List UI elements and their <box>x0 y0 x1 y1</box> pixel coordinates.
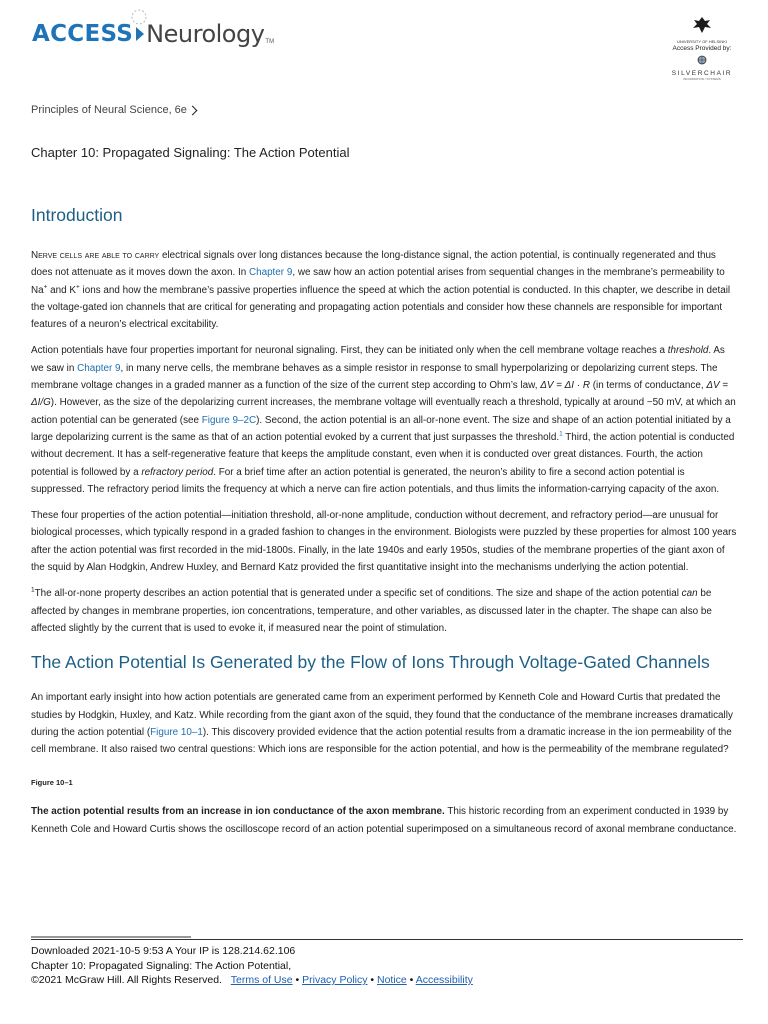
privacy-policy-link[interactable]: Privacy Policy <box>302 974 368 986</box>
equation-conductance: ΔV = ΔI/G <box>31 380 729 409</box>
notice-link[interactable]: Notice <box>376 974 407 986</box>
action-potential-paragraph-1: An important early insight into how action potentials are generated came from an experiment performed by Kenneth Cole and Howard Curtis that predated the studies by Hodgkin, Huxley, and Katz. While recording from the giant axon of the squid, they found that the conductance of the membrane increases dramatically during the action potential (Figure 10–1). This discovery provided evidence that the action potential results from a dramatic increase in the ion permeability of the cell membrane. It also raised two central questions: Which ions are responsible for the action potential, and how is the permeability of the membrane regulated? <box>31 692 733 756</box>
figure-caption-title: The action potential results from an increase in ion conductance of the axon membrane. <box>31 806 445 818</box>
footnote-1: $^1$The all-or-none property describes an action potential that is generated under a specific set of conditions. The size and shape of the action potential can be affected by changes in membrane properties, ion concentrations, temperature, and other variables, as discussed later in the chapter. The shape can also be affected slightly by the current that is used to evoke it, if measured near the point of stimulation. <box>31 587 712 634</box>
logo-arrow-icon <box>136 27 144 41</box>
term-refractory-period: refractory period <box>141 466 214 478</box>
access-neurology-logo[interactable] <box>32 14 274 54</box>
logo-access-text: ACCESS <box>32 21 134 47</box>
footer-copyright: ©2021 McGraw Hill. All Rights Reserved. <box>31 974 222 986</box>
chapter-title: Chapter 10: Propagated Signaling: The Action Potential <box>31 145 350 160</box>
figure-caption: The action potential results from an increase in ion conductance of the axon membrane. This historic recording from an experiment conducted in 1939 by Kenneth Cole and Howard Curtis shows the oscilloscope record of an action potential superimposed on a simultaneous record of axonal membrane conductance. <box>31 806 737 835</box>
term-threshold: threshold <box>667 345 709 357</box>
section-heading-action-potential: The Action Potential Is Generated by the Flow of Ions Through Voltage-Gated Channels <box>31 652 710 673</box>
equation-ohms-law: ΔV = ΔI · R <box>540 380 590 392</box>
footer-bullet: • <box>367 974 377 986</box>
university-crest-icon <box>691 16 713 34</box>
section-heading-introduction: Introduction <box>31 205 123 225</box>
footer-chapter: Chapter 10: Propagated Signaling: The Action Potential, <box>31 959 292 972</box>
footnote-ref-1[interactable]: 1 <box>559 430 563 438</box>
silverchair-globe-icon <box>697 55 707 65</box>
footnote-number: 1 <box>31 587 35 595</box>
footer-download-info: Downloaded 2021-10-5 9:53 A Your IP is 128.214.62.106 <box>31 945 296 957</box>
link-figure-9-2c[interactable]: Figure 9–2C <box>201 414 257 426</box>
footer-bullet: • <box>406 974 416 986</box>
truncated-text-line <box>31 932 231 938</box>
figure-label: Figure 10–1 <box>31 778 73 788</box>
university-name: UNIVERSITY OF HELSINKI <box>677 39 727 44</box>
terms-of-use-link[interactable]: Terms of Use <box>230 974 293 986</box>
intro-paragraph-1: Nerve cells are able to carry electrical signals over long distances because the long-distance signal, the action potential, is continually regenerated and thus does not attenuate as it moves down the axon. In Chapter 9, we saw how an action potential arises from sequential changes in the membrane’s permeability to Na+ and K+ ions and how the membrane’s passive properties influence the speed at which the action potential is conducted. In this chapter, we describe in detail the voltage-gated ion channels that are critical for generating and propagating action potentials and consider how these channels are responsible for important features of a neuron’s electrical excitability. <box>31 250 731 331</box>
logo-trademark: TM <box>265 39 275 45</box>
breadcrumb-book-title[interactable]: Principles of Neural Science, 6e <box>31 104 187 116</box>
breadcrumb[interactable] <box>31 104 196 116</box>
intro-paragraph-3: These four properties of the action potential—initiation threshold, all-or-none amplitude, conduction without decrement, and refractory period—are unusual for biological processes, which typically respond in a graded fashion to changes in the environment. Biologists were puzzled by these properties for almost 100 years after the action potential was first recorded in the mid-1800s. Finally, in the late 1940s and early 1950s, studies of the membrane properties of the giant axon of the squid by Alan Hodgkin, Andrew Huxley, and Bernard Katz provided the first quantitative insight into the mechanisms underlying the action potential. <box>31 510 737 574</box>
article-body <box>31 205 739 838</box>
intro-paragraph-2: Action potentials have four properties important for neuronal signaling. First, they can be initiated only when the cell membrane voltage reaches a threshold. As we saw in Chapter 9, in many nerve cells, the membrane behaves as a simple resistor in response to small hyperpolarizing or depolarizing current steps. The membrane voltage changes in a graded manner as a function of the size of the current step according to Ohm’s law, ΔV = ΔI · R (in terms of conductance, ΔV = ΔI/G). However, as the size of the depolarizing current increases, the membrane voltage will eventually reach a threshold, typically at around −50 mV, at which an action potential can be generated (see Figure 9–2C). Second, the action potential is an all-or-none event. The size and shape of an action potential initiated by a large depolarizing current is the same as that of an action potential evoked by a current that just surpasses the threshold.$^1$ Third, the action potential is conducted without decrement. It has a self-regenerative feature that keeps the amplitude constant, even when it is conducted over great distances. Fourth, the action potential is followed by a refractory period. For a brief time after an action potential is generated, the neuron’s ability to fire a second action potential is suppressed. The refractory period limits the frequency at which a nerve can fire action potentials, and thus limits the information-carrying capacity of the axon. <box>31 345 736 495</box>
superscript-plus: + <box>43 283 48 291</box>
accessibility-link[interactable]: Accessibility <box>415 974 473 986</box>
silverchair-subtitle: INFORMATION / SYSTEMS <box>683 77 721 81</box>
link-figure-10-1[interactable]: Figure 10–1 <box>150 726 203 738</box>
chevron-right-icon[interactable] <box>187 106 197 116</box>
footer-divider <box>31 939 743 940</box>
silverchair-name: SILVERCHAIR <box>671 70 733 77</box>
link-chapter-9[interactable]: Chapter 9 <box>248 267 293 279</box>
link-chapter-9[interactable]: Chapter 9 <box>77 362 121 374</box>
footer-links-line <box>31 973 473 988</box>
footer-bullet: • <box>292 974 303 986</box>
access-provided-by-label: Access Provided by: <box>672 45 732 52</box>
intro-lead-smallcaps: Nerve cells are able to carry <box>31 250 160 261</box>
logo-neurology-text: Neurology <box>146 20 265 48</box>
access-provider <box>666 16 738 81</box>
logo-flourish-icon <box>130 8 148 26</box>
superscript-plus: + <box>75 283 80 291</box>
